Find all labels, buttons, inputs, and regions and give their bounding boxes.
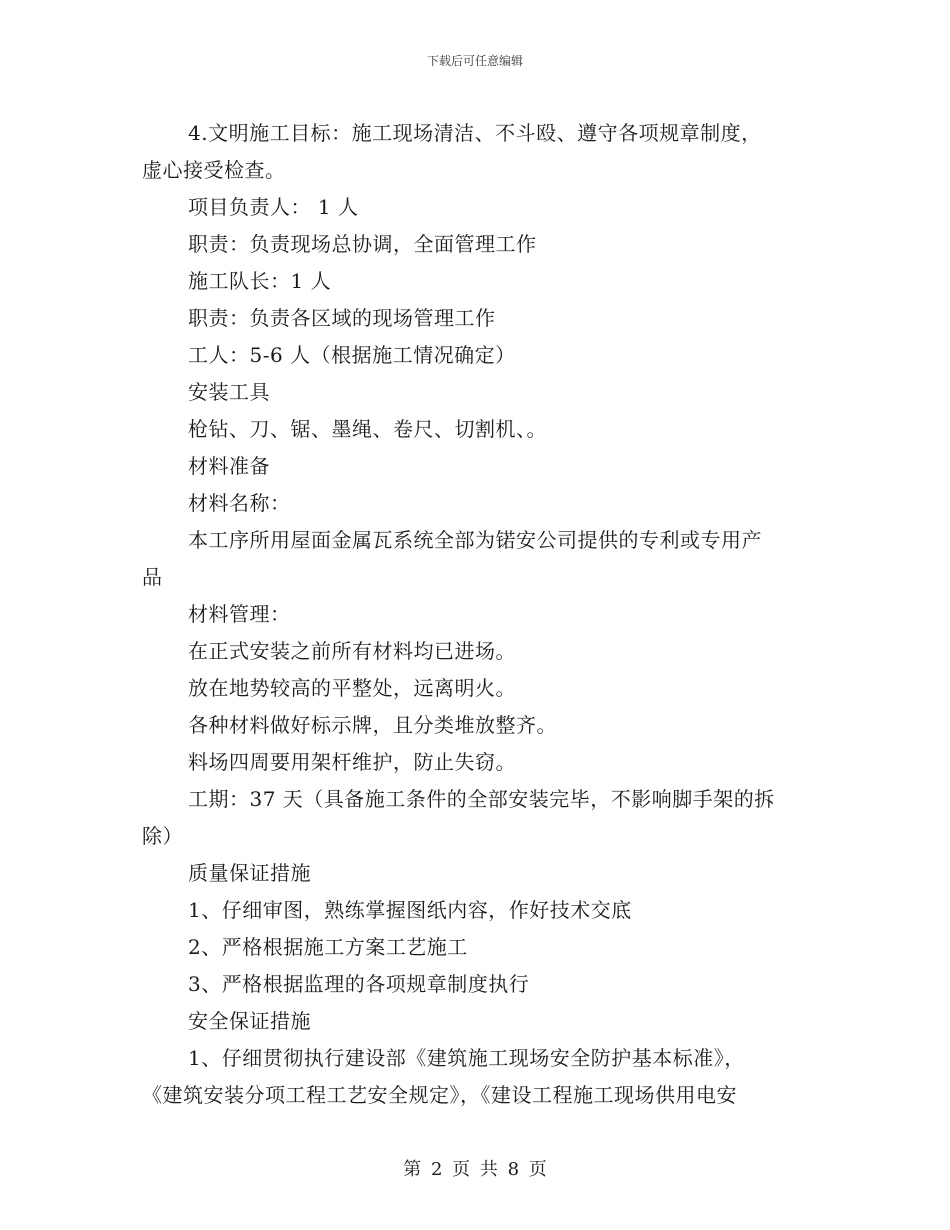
paragraph-line: 枪钻、刀、锯、墨绳、卷尺、切割机、。	[188, 417, 547, 441]
document-body	[142, 115, 812, 1114]
paragraph-line: 工人：5-6 人（根据施工情况确定）	[188, 343, 516, 367]
paragraph-line: 安装工具	[188, 380, 270, 404]
paragraph-line: 在正式安装之前所有材料均已进场。	[188, 639, 516, 663]
paragraph-line: 工期：37 天（具备施工条件的全部安装完毕，不影响脚手架的拆	[188, 787, 775, 811]
paragraph-line: 安全保证措施	[188, 1009, 311, 1033]
paragraph-line: 施工队长：1 人	[188, 269, 332, 293]
paragraph-line: 项目负责人： 1 人	[188, 195, 359, 219]
paragraph-line: 材料准备	[188, 454, 270, 478]
paragraph-line: 《建筑安装分项工程工艺安全规定》，《建设工程施工现场供用电安	[142, 1083, 737, 1107]
paragraph-line: 职责：负责现场总协调，全面管理工作	[188, 232, 537, 256]
paragraph-line: 2、严格根据施工方案工艺施工	[188, 935, 468, 959]
paragraph-line: 材料管理：	[188, 602, 291, 626]
page-header-note: 下载后可任意编辑	[426, 54, 523, 68]
paragraph-line: 料场四周要用架杆维护，防止失窃。	[188, 750, 516, 774]
paragraph-line: 放在地势较高的平整处，远离明火。	[188, 676, 516, 700]
paragraph-line: 1、仔细贯彻执行建设部《建筑施工现场安全防护基本标准》，	[188, 1046, 745, 1070]
paragraph-line: 各种材料做好标示牌，且分类堆放整齐。	[188, 713, 557, 737]
paragraph-line: 虚心接受检查。	[142, 158, 286, 182]
page-number-footer: 第 2 页 共 8 页	[403, 1159, 547, 1180]
paragraph-line: 质量保证措施	[188, 861, 311, 885]
paragraph-line: 材料名称：	[188, 491, 291, 515]
paragraph-line: 3、严格根据监理的各项规章制度执行	[188, 972, 530, 996]
paragraph-line: 职责：负责各区域的现场管理工作	[188, 306, 496, 330]
paragraph-line: 4.文明施工目标：施工现场清洁、不斗殴、遵守各项规章制度，	[188, 121, 762, 145]
paragraph-line: 品	[142, 565, 163, 589]
paragraph-line: 除）	[142, 824, 183, 848]
paragraph-line: 1、仔细审图，熟练掌握图纸内容，作好技术交底	[188, 898, 632, 922]
paragraph-line: 本工序所用屋面金属瓦系统全部为锘安公司提供的专利或专用产	[188, 528, 762, 552]
